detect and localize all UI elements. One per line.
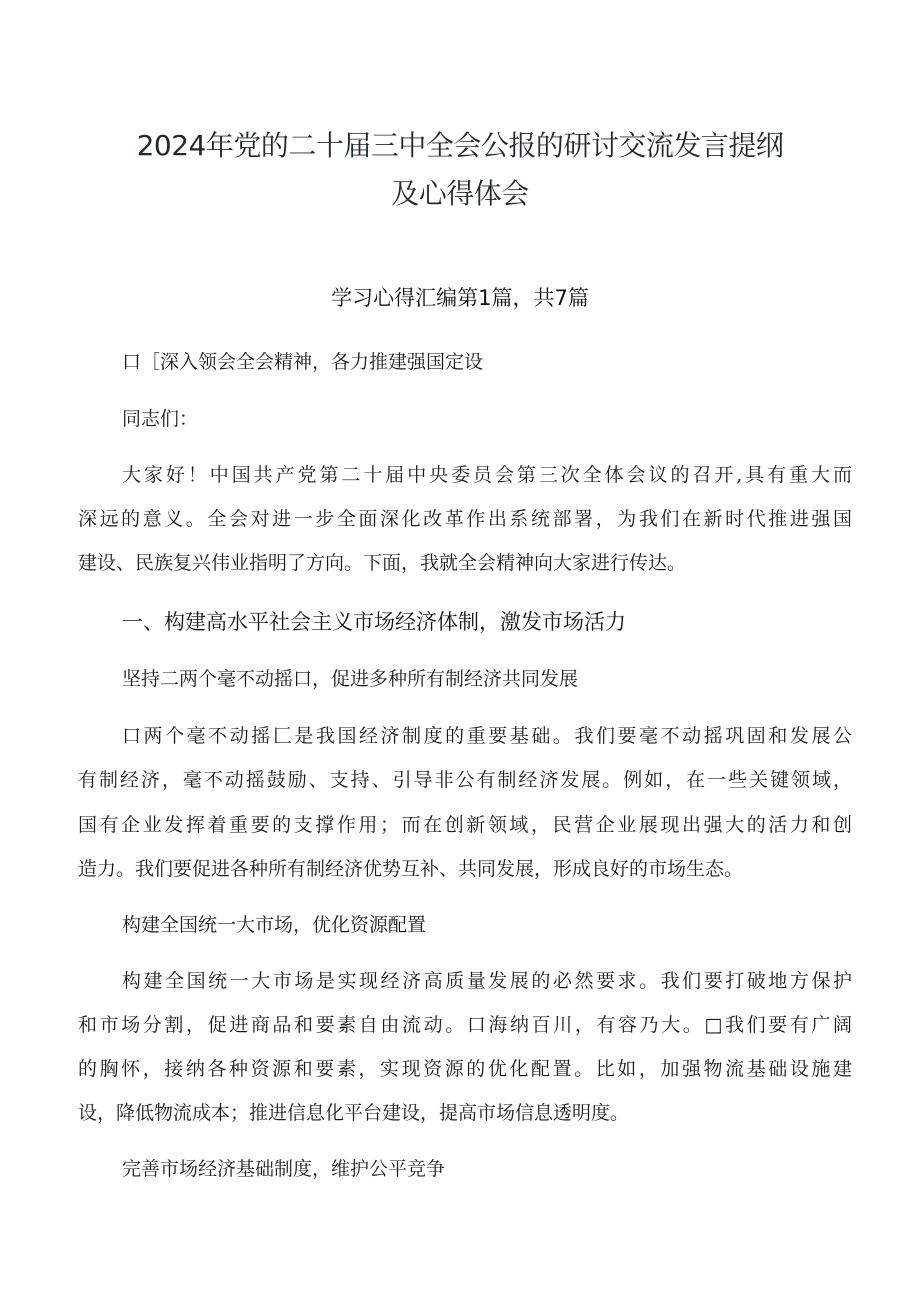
section-heading-1: 一、构建高水平社会主义市场经济体制，激发市场活力 [122, 610, 626, 634]
paragraph-line: 深远的意义。全会对进一步全面深化改革作出系统部署，为我们在新时代推进强国 [78, 508, 852, 530]
paragraph-line: 大家好！中国共产党第二十届中央委员会第三次全体会议的召开,具有重大而 [122, 464, 852, 486]
subsection-heading-3: 完善市场经济基础制度，维护公平竞争 [122, 1158, 446, 1180]
series-subtitle: 学习心得汇编第1篇，共7篇 [331, 286, 589, 310]
paragraph-line: 有制经济，毫不动摇鼓励、支持、引导非公有制经济发展。例如，在一些关键领域， [78, 769, 852, 791]
paragraph-line: 构建全国统一大市场是实现经济高质量发展的必然要求。我们要打破地方保护 [122, 970, 852, 992]
paragraph-line: 和市场分割，促进商品和要素自由流动。口海纳百川，有容乃大。□我们要有广阔 [78, 1014, 852, 1036]
paragraph-line: 的胸怀，接纳各种资源和要素，实现资源的优化配置。比如，加强物流基础设施建 [78, 1058, 852, 1080]
paragraph-line: 口两个毫不动摇匚是我国经济制度的重要基础。我们要毫不动摇巩固和发展公 [122, 725, 852, 747]
document-title-line-2: 及心得体会 [391, 177, 529, 210]
subsection-heading-2: 构建全国统一大市场，优化资源配置 [122, 914, 427, 936]
paragraph-line: 国有企业发挥着重要的支撑作用；而在创新领域，民营企业展现出强大的活力和创 [78, 814, 852, 836]
paragraph-line: 建设、民族复兴伟业指明了方向。下面，我就全会精神向大家进行传达。 [78, 552, 687, 574]
speech-heading: 口［深入领会全会精神，各力推建强国定设 [122, 351, 484, 373]
document-title-line-1: 2024年党的二十届三中全会公报的研讨交流发言提纲 [136, 129, 784, 162]
subsection-heading-1: 坚持二两个毫不动摇口，促进多种所有制经济共同发展 [122, 668, 579, 690]
paragraph-line: 造力。我们要促进各种所有制经济优势互补、共同发展，形成良好的市场生态。 [78, 858, 744, 880]
paragraph-line: 设，降低物流成本；推进信息化平台建设，提高市场信息透明度。 [78, 1102, 630, 1124]
greeting: 同志们： [122, 408, 199, 430]
